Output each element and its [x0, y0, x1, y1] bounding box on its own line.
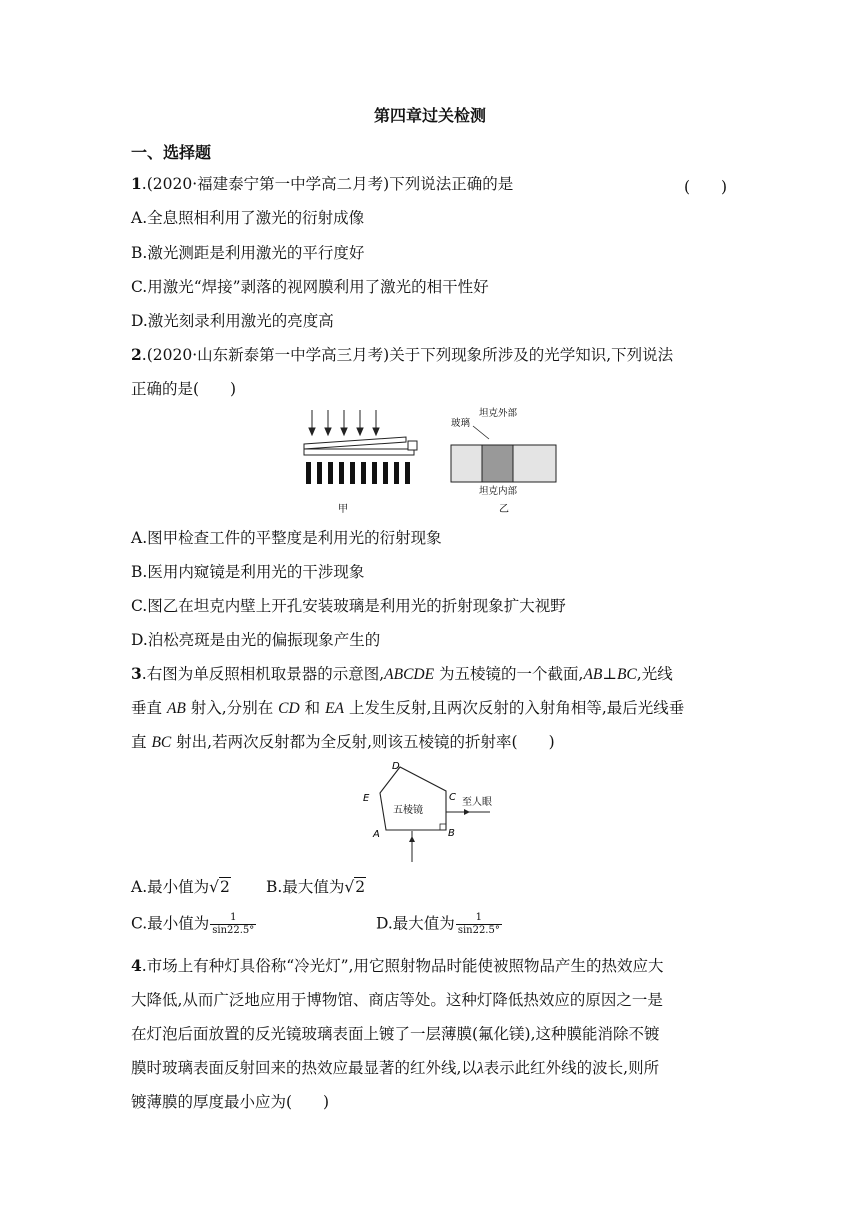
eye-label: 至人眼: [462, 797, 492, 808]
q3-var: EA: [325, 700, 345, 717]
fig-label-jia: 甲: [338, 504, 348, 515]
q3-stem-line3: [131, 732, 555, 753]
q3-option-c: [131, 912, 256, 937]
q4-line2: 大降低,从而广泛地应用于博物馆、商店等处。这种灯降低热效应的原因之一是: [131, 991, 663, 1009]
q3-var: AB: [583, 666, 603, 683]
q1-option-a: A.全息照相利用了激光的衍射成像: [131, 209, 365, 227]
q2-option-d: D.泊松亮斑是由光的偏振现象产生的: [131, 631, 381, 649]
glass-plates: [304, 437, 417, 455]
q4-number: 4: [131, 956, 142, 975]
q2-stem-line1: [131, 345, 673, 365]
incoming-arrow: [409, 836, 415, 842]
q3-text: .右图为单反照相机取景器的示意图,: [141, 665, 385, 683]
sqrt-radicand: 2: [220, 878, 230, 896]
vertex-label: A: [373, 829, 380, 840]
q3-var: ABCDE: [384, 666, 435, 683]
q3-text: 和: [299, 699, 326, 717]
option-text: D.最大值为: [376, 914, 455, 933]
option-text: A.最小值为: [131, 878, 210, 896]
q1-option-d: D.激光刻录利用激光的亮度高: [131, 312, 334, 330]
q4-text: .市场上有种灯具俗称“冷光灯”,用它照射物品时能使被照物品产生的热效应大: [141, 957, 664, 975]
section-heading: 一、选择题: [131, 143, 212, 162]
q2-option-c: C.图乙在坦克内壁上开孔安装玻璃是利用光的折射现象扩大视野: [131, 597, 566, 615]
q1-stem: [131, 174, 513, 194]
glass-label: 玻璃: [451, 418, 471, 429]
vertex-label: E: [363, 793, 370, 804]
q2-number: 2: [131, 345, 142, 364]
q1-answer-blank: ( ): [684, 178, 728, 196]
light-arrows: [309, 410, 379, 435]
q3-number: 3: [131, 664, 142, 683]
outgoing-arrow: [464, 809, 470, 815]
tank-inner-label: 坦克内部: [479, 486, 518, 497]
q3-var: BC: [616, 666, 637, 683]
fraction: [456, 912, 502, 937]
q4-line5: 镀薄膜的厚度最小应为( ): [131, 1093, 330, 1111]
q3-stem-line2: [131, 698, 684, 719]
vertex-label: D: [392, 761, 400, 772]
interference-fringes: [306, 462, 410, 484]
q4-text: 膜时玻璃表面反射回来的热效应最显著的红外线,以: [131, 1059, 477, 1077]
vertex-label: C: [449, 792, 456, 803]
prism-label: 五棱镜: [393, 805, 423, 816]
q4-text: 表示此红外线的波长,则所: [483, 1059, 660, 1077]
option-text: C.最小值为: [131, 914, 210, 933]
q3-stem-line1: [131, 664, 673, 685]
q3-var: AB: [166, 700, 186, 717]
q3-text: 上发生反射,且两次反射的入射角相等,最后光线垂: [344, 699, 685, 717]
option-text: B.最大值为: [266, 878, 345, 896]
q3-option-d: [376, 912, 502, 937]
q3-text: 射入,分别在: [185, 699, 279, 717]
pentaprism-outline: [380, 767, 446, 830]
sqrt-expression: √2: [209, 878, 230, 896]
q3-var: BC: [151, 734, 172, 751]
q1-option-c: C.用激光“焊接”剥落的视网膜利用了激光的相干性好: [131, 278, 489, 296]
vertex-label: B: [448, 828, 455, 839]
glass-pointer: [473, 426, 489, 439]
fraction: [210, 912, 256, 937]
q2-figure: [296, 404, 566, 520]
q4-line1: [131, 956, 664, 976]
q1-number: 1: [131, 174, 142, 193]
q4-var: λ: [476, 1060, 484, 1077]
q2-option-a: A.图甲检查工件的平整度是利用光的衍射现象: [131, 529, 442, 547]
q3-symbol: ⊥: [602, 665, 617, 683]
q4-line3: 在灯泡后面放置的反光镜玻璃表面上镀了一层薄膜(氟化镁),这种膜能消除不镀: [131, 1025, 660, 1043]
q3-var: CD: [278, 700, 300, 717]
q3-text: 垂直: [131, 699, 167, 717]
q3-option-b: [266, 877, 366, 897]
page-title: 第四章过关检测: [373, 106, 486, 125]
q4-line4: [131, 1058, 659, 1079]
q3-text: 为五棱镜的一个截面,: [434, 665, 584, 683]
fraction-denominator: sin22.5°: [457, 925, 500, 936]
q3-text: ,光线: [636, 665, 673, 683]
sqrt-radicand: 2: [355, 878, 366, 896]
sqrt-expression: √2: [344, 878, 366, 896]
tank-glass: [482, 445, 513, 482]
fraction-numerator: 1: [210, 912, 256, 925]
q2-stem-line2: 正确的是( ): [131, 380, 237, 398]
fraction-denominator: sin22.5°: [212, 925, 255, 936]
q3-option-a: [131, 877, 231, 897]
q3-pentaprism-figure: [358, 757, 498, 867]
fig-label-yi: 乙: [499, 504, 509, 515]
q3-text: 射出,若两次反射都为全反射,则该五棱镜的折射率( ): [171, 733, 555, 751]
q1-stem-text: .(2020·福建泰宁第一中学高二月考)下列说法正确的是: [141, 175, 514, 193]
q3-text: 直: [131, 733, 152, 751]
q2-stem-text: .(2020·山东新泰第一中学高三月考)关于下列现象所涉及的光学知识,下列说法: [141, 346, 674, 364]
q2-option-b: B.医用内窥镜是利用光的干涉现象: [131, 563, 365, 581]
tank-outer-label: 坦克外部: [479, 408, 518, 419]
q1-option-b: B.激光测距是利用激光的平行度好: [131, 244, 365, 262]
fraction-numerator: 1: [456, 912, 502, 925]
